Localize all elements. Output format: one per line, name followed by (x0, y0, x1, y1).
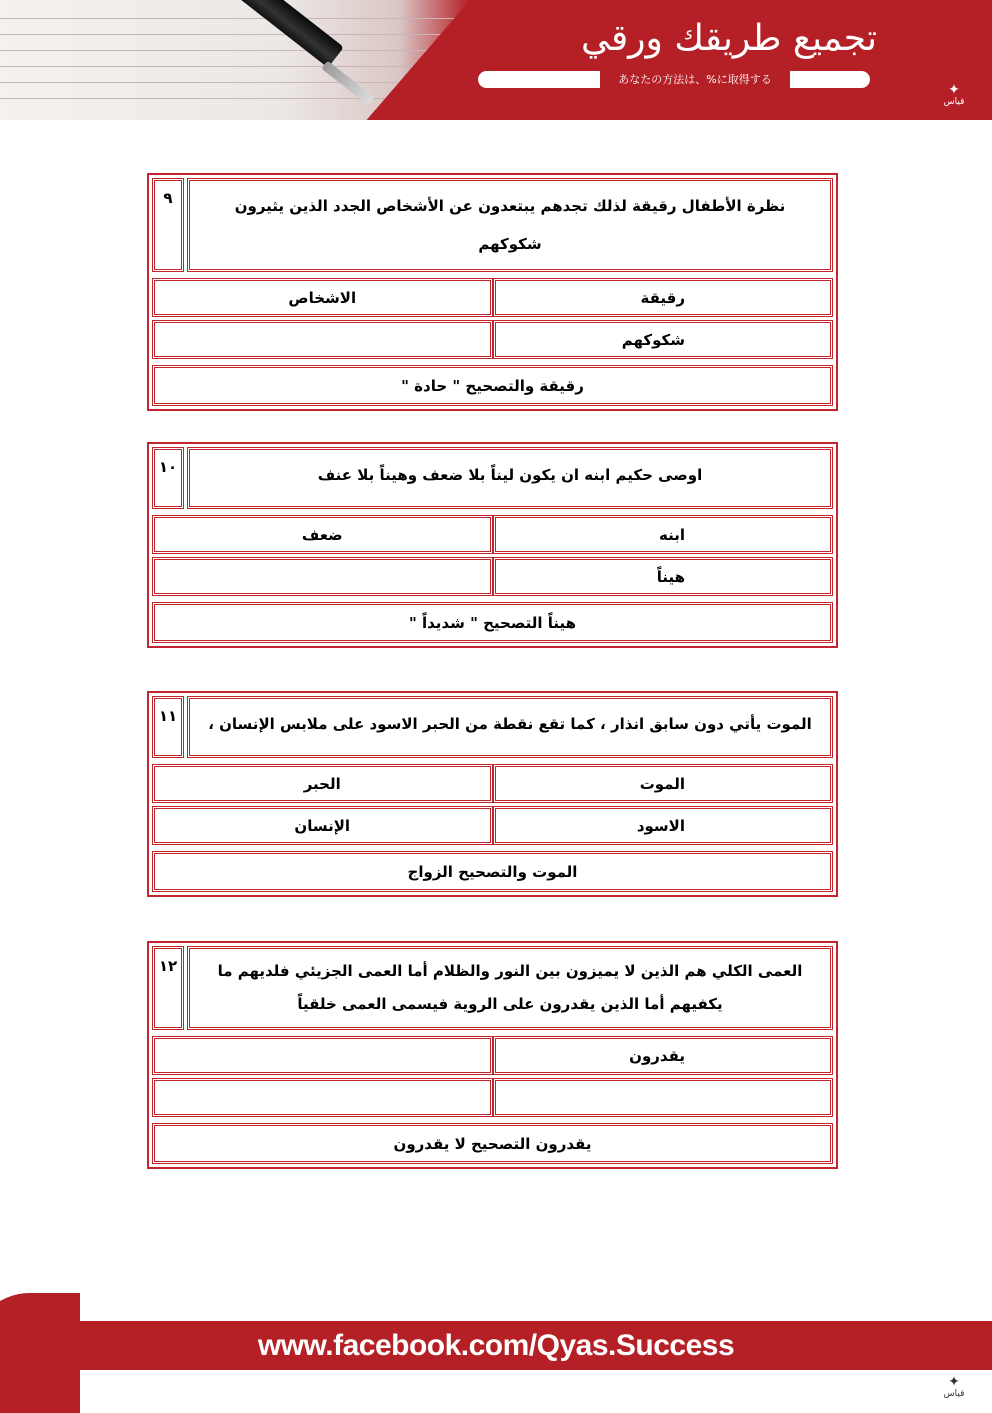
option-cell (152, 1078, 493, 1117)
question-text: الموت يأتي دون سابق انذار ، كما تقع نقطة من الحبر الاسود على ملابس الإنسان ، (187, 696, 833, 758)
question-number: ١٠ (152, 447, 184, 509)
question-number: ١٢ (152, 946, 184, 1030)
logo-icon: ✦ (948, 82, 960, 98)
question-text: نظرة الأطفال رقيقة لذلك تجدهم يبتعدون عن الأشخاص الجدد الذين يثيرون شكوكهم (187, 178, 833, 272)
option-cell (152, 1036, 493, 1075)
option-cell: ابنه (493, 515, 834, 554)
footer-logo (934, 1376, 974, 1402)
page-header (0, 0, 992, 120)
question-table (147, 691, 838, 897)
option-cell (152, 320, 493, 359)
option-cell: يقدرون (493, 1036, 834, 1075)
option-cell: الإنسان (152, 806, 493, 845)
option-cell: الاشخاص (152, 278, 493, 317)
header-paper-photo (0, 0, 470, 120)
footer-logo-text: قياس (943, 1389, 965, 1399)
header-logo-text: قياس (943, 97, 965, 107)
answer-cell: هيناً التصحيح " شديداً " (152, 602, 833, 643)
question-text: العمى الكلي هم الذين لا يميزون بين النور والظلام أما العمى الجزيئي فلديهم ما يكفيهم أما الذين يقدرون على الروية فيسمى العمى خلقياً (187, 946, 833, 1030)
answer-cell: يقدرون التصحيح لا يقدرون (152, 1123, 833, 1164)
option-cell: الحبر (152, 764, 493, 803)
header-subtitle: あなたの方法は、%に取得する (618, 73, 772, 86)
option-cell (493, 1078, 834, 1117)
header-logo (934, 84, 974, 110)
option-cell: ضعف (152, 515, 493, 554)
question-table (147, 442, 838, 648)
question-block-9 (147, 173, 838, 411)
option-cell: الاسود (493, 806, 834, 845)
logo-icon: ✦ (948, 1374, 960, 1390)
answer-cell: رقيقة والتصحيح " حادة " (152, 365, 833, 406)
option-cell (152, 557, 493, 596)
answer-cell: الموت والتصحيح الزواج (152, 851, 833, 892)
footer-facebook-link[interactable]: www.facebook.com/Qyas.Success (257, 1329, 735, 1362)
question-block-11 (147, 691, 838, 897)
question-block-10 (147, 442, 838, 648)
question-number: ٩ (152, 178, 184, 272)
question-table (147, 941, 838, 1169)
question-number: ١١ (152, 696, 184, 758)
option-cell: الموت (493, 764, 834, 803)
option-cell: هيناً (493, 557, 834, 596)
page-footer (0, 1288, 992, 1403)
header-title: تجميع طريقك ورقي (580, 18, 877, 59)
question-block-12 (147, 941, 838, 1169)
option-cell: شكوكهم (493, 320, 834, 359)
question-table (147, 173, 838, 411)
question-text: اوصى حكيم ابنه ان يكون ليناً بلا ضعف وهيناً بلا عنف (187, 447, 833, 509)
option-cell: رقيقة (493, 278, 834, 317)
